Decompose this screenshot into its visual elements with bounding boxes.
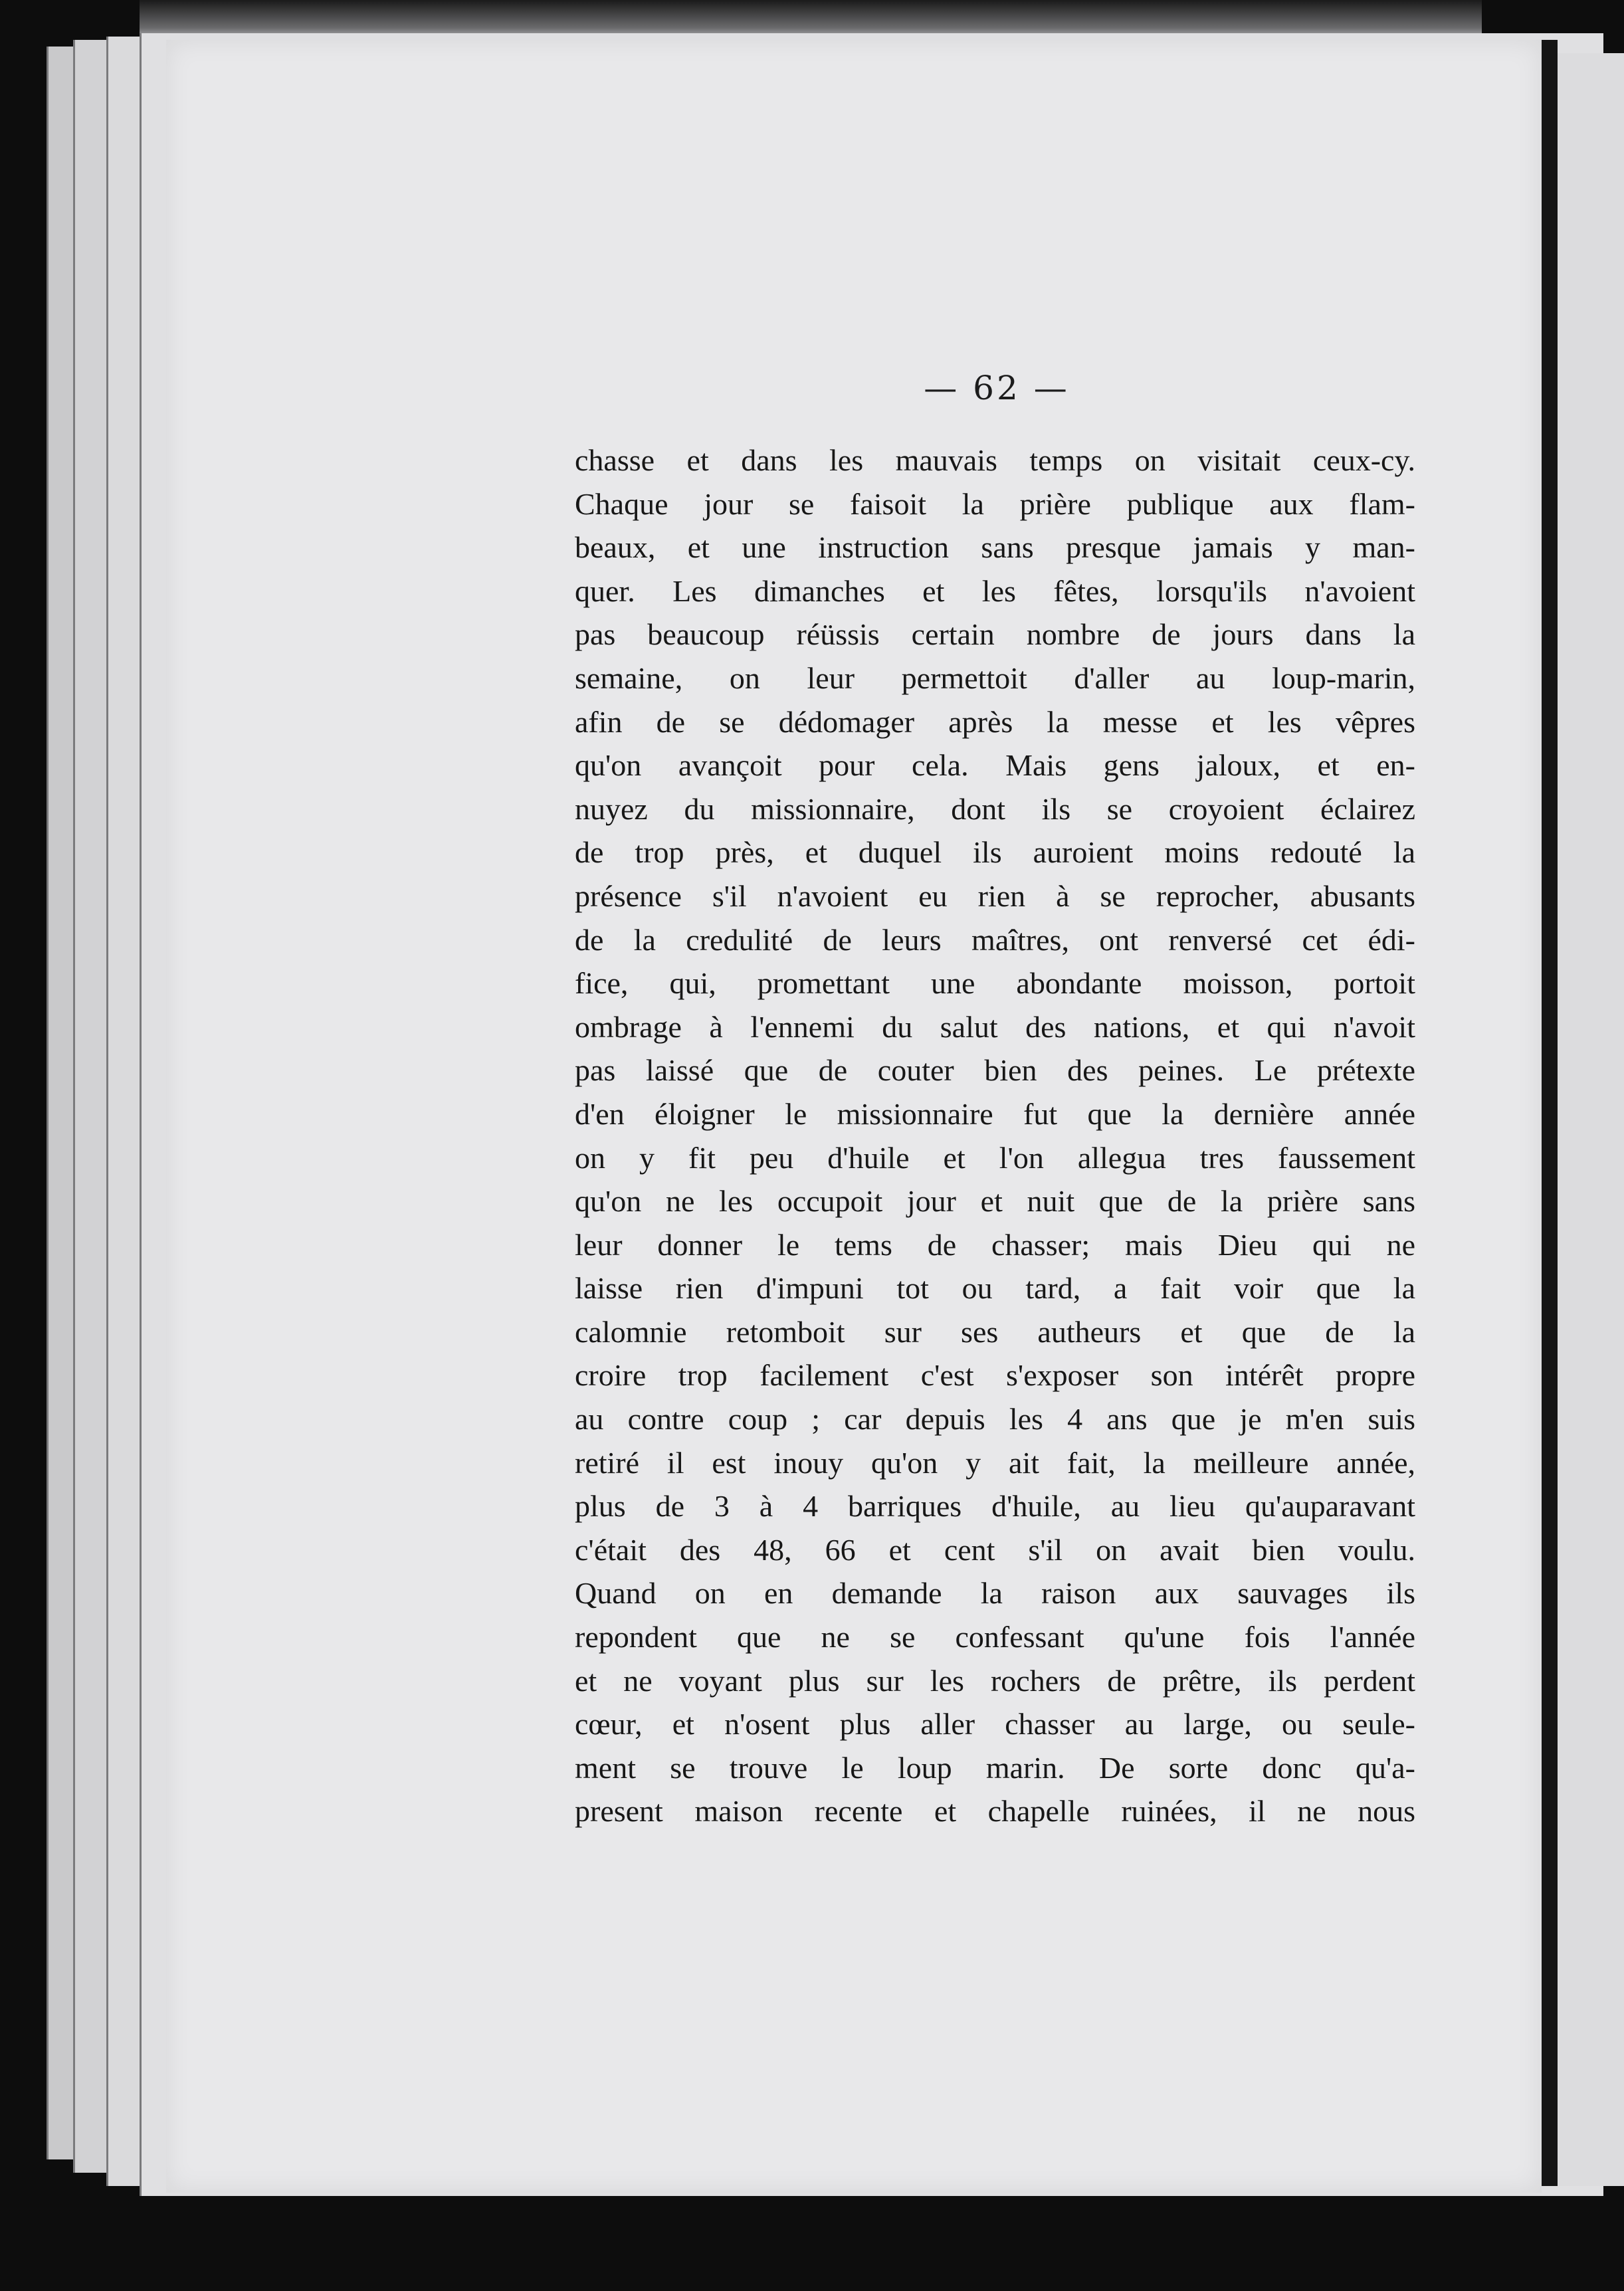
text-line: de trop près, et duquel ils auroient moins redouté la — [575, 835, 1415, 870]
text-line: de la credulité de leurs maîtres, ont renversé cet édi- — [575, 922, 1415, 957]
text-line: on y fit peu d'huile et l'on allegua tres faussement — [575, 1140, 1415, 1175]
text-line: présence s'il n'avoient eu rien à se reprocher, abusants — [575, 878, 1415, 913]
text-line: beaux, et une instruction sans presque jamais y man- — [575, 530, 1415, 565]
text-line: quer. Les dimanches et les fêtes, lorsqu'ils n'avoient — [575, 573, 1415, 608]
text-line: d'en éloigner le missionnaire fut que la dernière année — [575, 1096, 1415, 1131]
text-line: qu'on ne les occupoit jour et nuit que de la prière sans — [575, 1184, 1415, 1219]
text-line: plus de 3 à 4 barriques d'huile, au lieu qu'auparavant — [575, 1489, 1415, 1524]
text-line: c'était des 48, 66 et cent s'il on avait bien voulu. — [575, 1532, 1415, 1567]
text-line: retiré il est inouy qu'on y ait fait, la meilleure année, — [575, 1445, 1415, 1480]
text-line: repondent que ne se confessant qu'une fois l'année — [575, 1620, 1415, 1654]
text-line: ombrage à l'ennemi du salut des nations, et qui n'avoit — [575, 1009, 1415, 1044]
page-number: — 62 — — [924, 369, 1070, 407]
text-line: calomnie retomboit sur ses autheurs et que de la — [575, 1314, 1415, 1349]
text-line: croire trop facilement c'est s'exposer son intérêt propre — [575, 1358, 1415, 1393]
text-line: chasse et dans les mauvais temps on visitait ceux-cy. — [575, 443, 1415, 477]
text-line: nuyez du missionnaire, dont ils se croyoient éclairez — [575, 791, 1415, 826]
text-line: au contre coup ; car depuis les 4 ans que je m'en suis — [575, 1402, 1415, 1437]
body-text — [575, 439, 1415, 1833]
book-gutter — [1542, 40, 1558, 2186]
text-line: pas beaucoup réüssis certain nombre de jours dans la — [575, 617, 1415, 652]
facing-page — [1558, 53, 1624, 2186]
text-line: laisse rien d'impuni tot ou tard, a fait voir que la — [575, 1271, 1415, 1306]
text-line: Quand on en demande la raison aux sauvages ils — [575, 1576, 1415, 1611]
text-line: pas laissé que de couter bien des peines. Le prétexte — [575, 1053, 1415, 1088]
text-line: ment se trouve le loup marin. De sorte donc qu'a- — [575, 1750, 1415, 1785]
text-line: afin de se dédomager après la messe et les vêpres — [575, 704, 1415, 739]
text-line: qu'on avançoit pour cela. Mais gens jaloux, et en- — [575, 748, 1415, 783]
text-line: cœur, et n'osent plus aller chasser au large, ou seule- — [575, 1707, 1415, 1742]
text-line: et ne voyant plus sur les rochers de prêtre, ils perdent — [575, 1663, 1415, 1698]
text-line: present maison recente et chapelle ruinées, il ne nous — [575, 1794, 1415, 1829]
text-line: leur donner le tems de chasser; mais Dieu qui ne — [575, 1227, 1415, 1262]
text-line: Chaque jour se faisoit la prière publique aux flam- — [575, 486, 1415, 521]
text-line: semaine, on leur permettoit d'aller au loup-marin, — [575, 660, 1415, 695]
text-line: fice, qui, promettant une abondante moisson, portoit — [575, 966, 1415, 1001]
